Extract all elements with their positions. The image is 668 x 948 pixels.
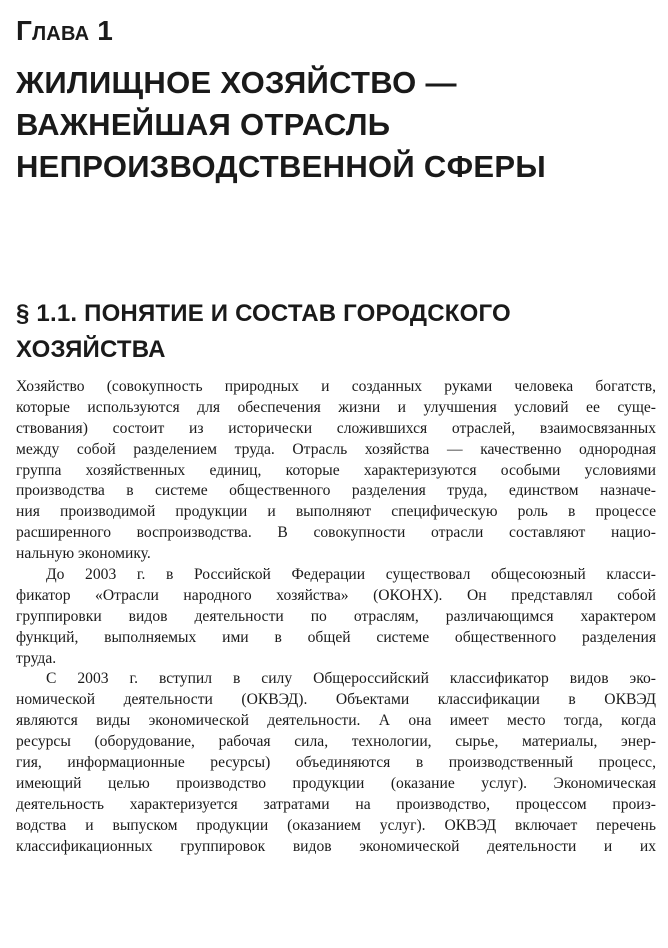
section-title-line: ХОЗЯЙСТВА: [16, 336, 166, 363]
section-title-line: § 1.1. ПОНЯТИЕ И СОСТАВ ГОРОДСКОГО: [16, 300, 511, 327]
body-text: [16, 377, 656, 857]
text-line: которые используются для обеспечения жизни и улучшения условий ее суще-: [16, 398, 656, 416]
text-line: производства в системе общественного разделения труда, единством назначе-: [16, 482, 656, 500]
text-line: расширенного воспроизводства. В совокупности отрасли составляют нацио-: [16, 524, 656, 542]
chapter-title-line: ЖИЛИЩНОЕ ХОЗЯЙСТВО —: [16, 65, 457, 100]
text-line: ния производимой продукции и выполняют специфическую роль в процессе: [16, 503, 656, 521]
text-line: нальную экономику.: [16, 545, 151, 563]
text-line: номической деятельности (ОКВЭД). Объектами классификации в ОКВЭД: [16, 691, 656, 709]
text-line: ресурсы (оборудование, рабочая сила, технологии, сырье, материалы, энер-: [16, 733, 656, 751]
text-line: имеющий целью производство продукции (оказание услуг). Экономическая: [16, 774, 656, 792]
text-line: труда.: [16, 649, 57, 667]
text-line: между собой разделением труда. Отрасль хозяйства — качественно однородная: [16, 440, 656, 458]
chapter-label: Глава 1: [16, 15, 113, 46]
text-line: Хозяйство (совокупность природных и созданных руками человека богатств,: [16, 378, 656, 395]
text-line: являются виды экономической деятельности. А она имеет место тогда, когда: [16, 712, 656, 730]
book-page: [16, 0, 656, 948]
text-line: фикатор «Отрасли народного хозяйства» (ОКОНХ). Он представлял собой: [16, 586, 656, 604]
text-line: ствования) состоит из исторически сложившихся отраслей, взаимосвязанных: [16, 419, 656, 437]
text-line: функций, выполняемых ими в общей системе общественного разделения: [16, 628, 656, 646]
chapter-title-line: ВАЖНЕЙШАЯ ОТРАСЛЬ: [16, 107, 391, 142]
chapter-title-line: НЕПРОИЗВОДСТВЕННОЙ СФЕРЫ: [16, 149, 546, 184]
text-line: С 2003 г. вступил в силу Общероссийский классификатор видов эко-: [46, 670, 656, 688]
section-title: [16, 296, 656, 368]
chapter-title: [16, 62, 656, 188]
text-line: группа хозяйственных единиц, которые характеризуются особыми условиями: [16, 461, 656, 479]
text-line: водства и выпуском продукции (оказанием услуг). ОКВЭД включает перечень: [16, 816, 656, 834]
text-line: группировки видов деятельности по отраслям, различающимся характером: [16, 607, 656, 625]
text-line: деятельность характеризуется затратами на производство, процессом произ-: [16, 795, 656, 813]
text-line: классификационных группировок видов экономической деятельности и их: [16, 837, 656, 855]
text-line: До 2003 г. в Российской Федерации существовал общесоюзный класси-: [46, 566, 656, 584]
text-line: гия, информационные ресурсы) объединяются в производственный процесс,: [16, 754, 656, 772]
